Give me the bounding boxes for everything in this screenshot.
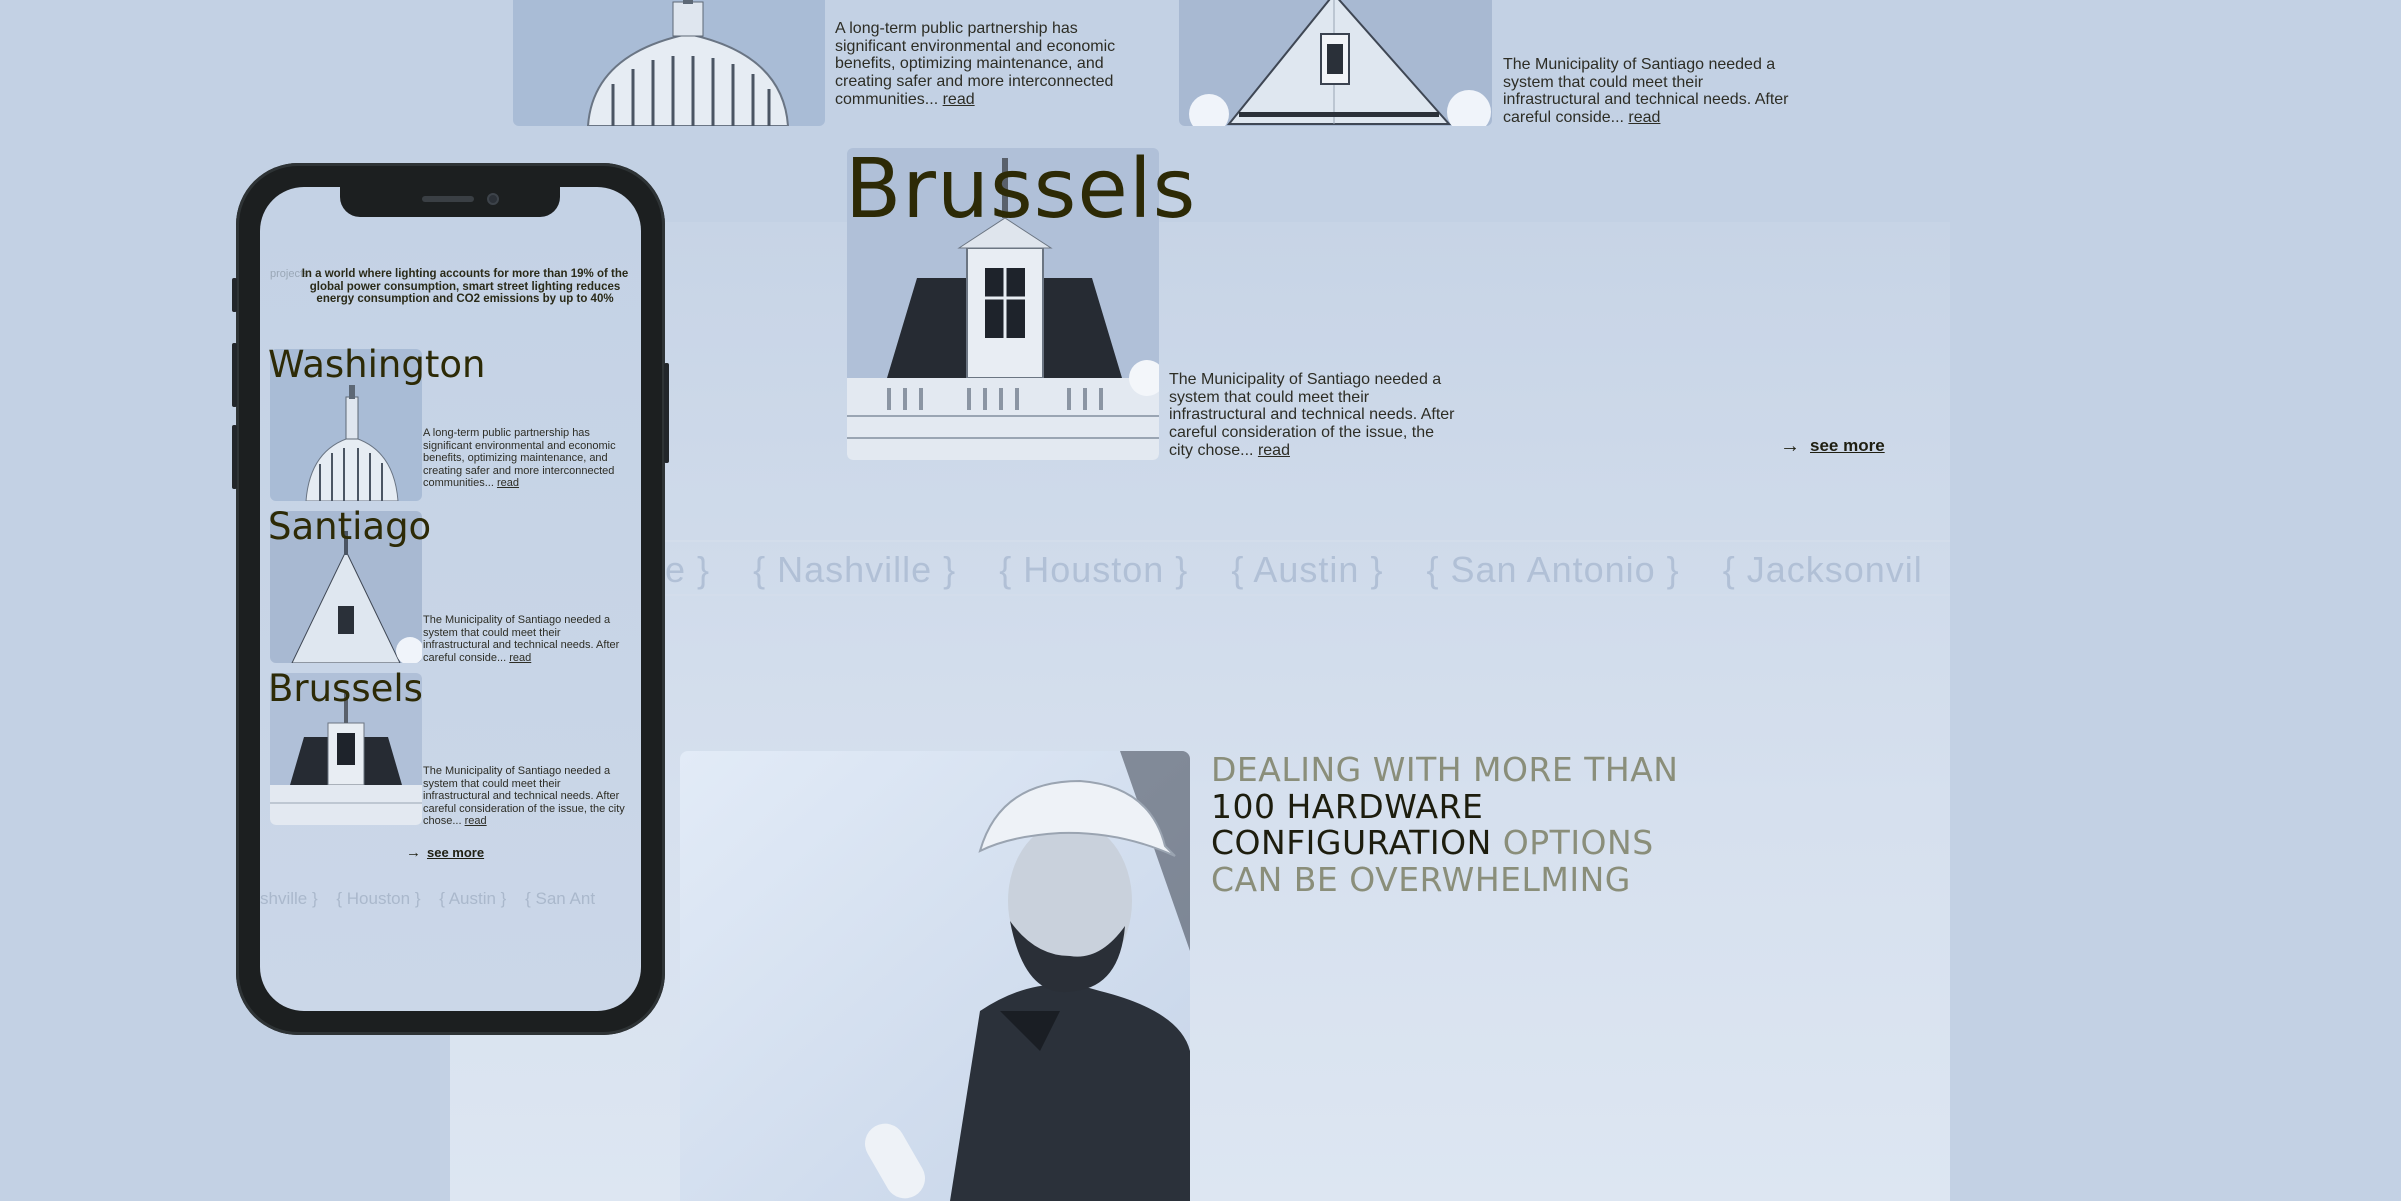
- ticker-item: { San Antonio }: [1426, 549, 1680, 590]
- ticker-item: { Houston }: [336, 889, 421, 908]
- phone-side-button: [664, 363, 669, 463]
- city-ticker: [260, 887, 641, 911]
- brussels-title: Brussels: [845, 142, 1197, 237]
- ticker-item: { San Ant: [525, 889, 596, 908]
- camera-icon: [487, 193, 499, 205]
- phone-screen: [260, 187, 641, 1011]
- brussels-card-text: The Municipality of Santiago needed a system that could meet their infrastructural and technical needs. After careful consideration of the issue, the city chose... read: [1169, 371, 1455, 459]
- capitol-dome-illustration: [513, 0, 825, 126]
- santiago-text: The Municipality of Santiago needed a system that could meet their infrastructural and technical needs. After careful conside... read: [423, 614, 620, 664]
- headline: [1211, 752, 1678, 898]
- ticker-item: { Nashville }: [753, 549, 957, 590]
- speaker-icon: [422, 196, 474, 202]
- headline-line-emphasis: 100 HARDWARE: [1211, 786, 1484, 826]
- brussels-read-link[interactable]: read: [1257, 441, 1290, 459]
- ticker-item: { Austin }: [439, 889, 507, 908]
- santiago-title: Santiago: [268, 505, 432, 548]
- ticker-item: { Houston }: [999, 549, 1189, 590]
- intro-text: In a world where lighting accounts for more than 19% of the global power consumption, smart street lighting reduces energy consumption and CO2 emissions by up to 40%: [301, 268, 629, 305]
- phone-side-button: [232, 425, 237, 489]
- projects-label: projects: [270, 268, 309, 280]
- see-more-link[interactable]: → see more: [1780, 435, 1885, 457]
- santiago-spire-illustration: [1179, 0, 1492, 126]
- headline-muted: OPTIONS: [1491, 823, 1654, 862]
- santiago-read-link[interactable]: read: [1628, 109, 1661, 127]
- engineer-illustration: [680, 751, 1190, 1201]
- headline-emphasis: CONFIGURATION: [1211, 823, 1492, 862]
- washington-title: Washington: [268, 343, 486, 386]
- brussels-title: Brussels: [268, 667, 423, 710]
- washington-image: [513, 0, 825, 126]
- city-ticker: [665, 540, 1950, 596]
- washington-text: A long-term public partnership has significant environmental and economic benefits, optimizing maintenance, and creating safer and more interconnected communities... read: [423, 427, 616, 489]
- santiago-read-link[interactable]: read: [509, 651, 532, 664]
- ticker-item: { Austin }: [1231, 549, 1384, 590]
- headline-line: DEALING WITH MORE THAN: [1211, 750, 1679, 789]
- arrow-right-icon: →: [406, 844, 421, 861]
- washington-card-text: A long-term public partnership has significant environmental and economic benefits, optimizing maintenance, and creating safer and more interconnected communities... read: [835, 20, 1116, 108]
- santiago-image: [1179, 0, 1492, 126]
- phone-mockup: [236, 163, 665, 1035]
- see-more-link[interactable]: → see more: [406, 844, 485, 861]
- phone-side-button: [232, 343, 237, 407]
- ticker-item: e }: [665, 549, 711, 590]
- headline-line: [1211, 825, 1678, 862]
- headline-line: CAN BE OVERWHELMING: [1211, 859, 1631, 899]
- washington-read-link[interactable]: read: [942, 90, 975, 108]
- phone-side-button: [232, 278, 237, 312]
- arrow-right-icon: →: [1780, 435, 1800, 457]
- ticker-item: { Jacksonvil: [1722, 549, 1923, 590]
- ticker-item: shville }: [260, 889, 318, 908]
- content-panel: [450, 222, 1950, 1201]
- phone-notch: [340, 187, 560, 217]
- washington-read-link[interactable]: read: [496, 477, 520, 489]
- worker-photo: [680, 751, 1190, 1201]
- brussels-read-link[interactable]: read: [464, 815, 487, 827]
- santiago-card-text: The Municipality of Santiago needed a system that could meet their infrastructural and technical needs. After careful conside... read: [1503, 56, 1789, 127]
- brussels-text: The Municipality of Santiago needed a system that could meet their infrastructural and technical needs. After careful consideration of the issue, the city chose... read: [423, 765, 625, 827]
